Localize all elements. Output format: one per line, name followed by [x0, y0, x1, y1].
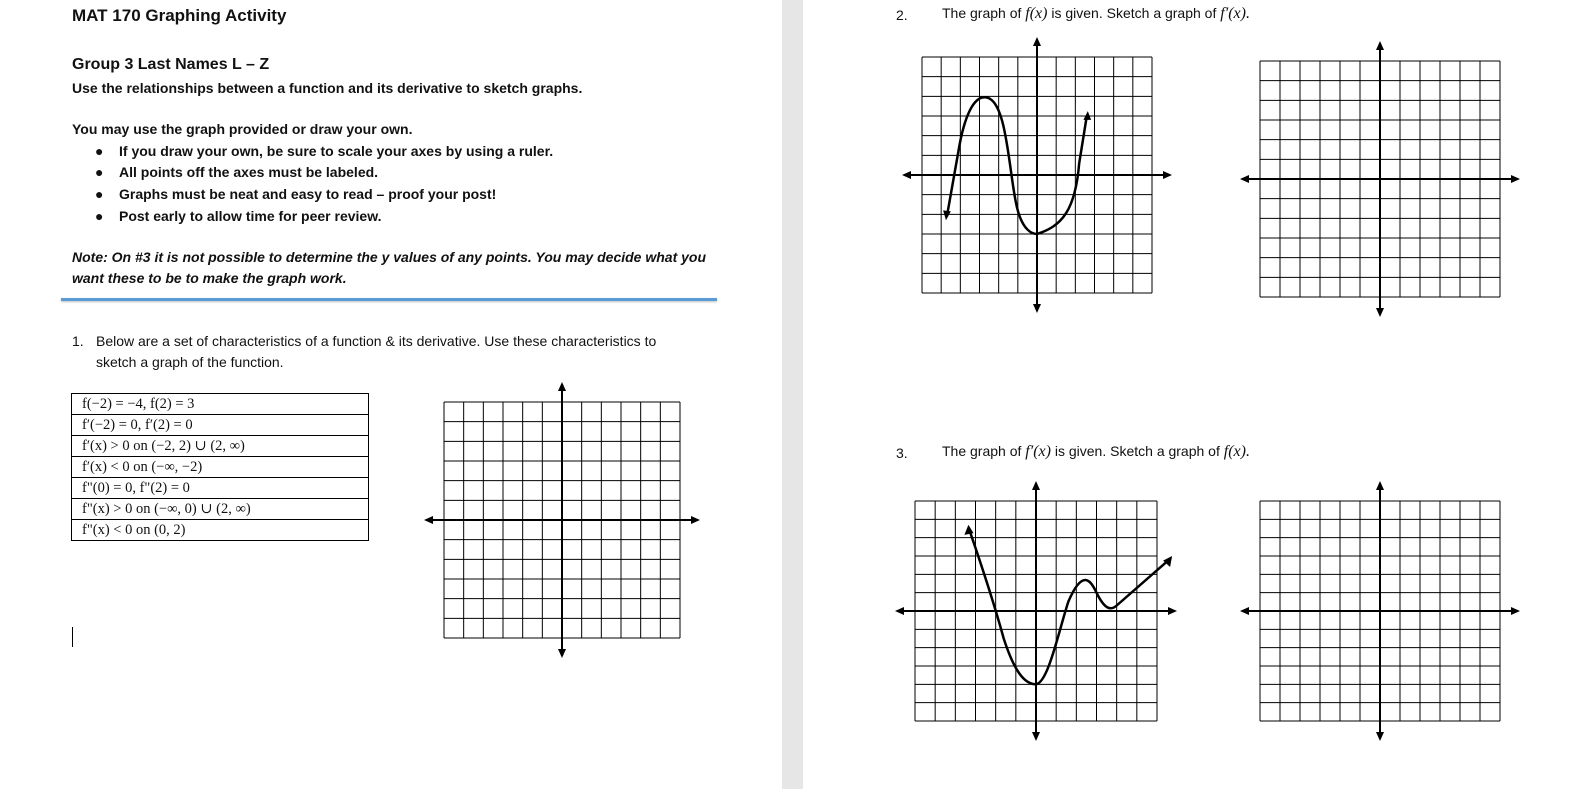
bullet-dot-icon: ● [95, 143, 104, 159]
axis-arrow-icon [902, 171, 911, 179]
problem-1-text-cont: sketch a graph of the function. [96, 354, 284, 370]
problem-2-number: 2. [896, 7, 908, 23]
table-row [72, 499, 369, 520]
axis-arrow-icon [1376, 732, 1384, 741]
curve-arrow-icon [943, 210, 951, 220]
axis-arrow-icon [1032, 481, 1040, 490]
document-page-right [803, 0, 1588, 789]
bullet-item: ● Post early to allow time for peer review. [95, 208, 382, 224]
table-row [72, 478, 369, 499]
table-row [72, 394, 369, 415]
table-cell: f′(−2) = 0, f′(2) = 0 [72, 415, 369, 436]
characteristics-table [71, 393, 369, 541]
axis-arrow-icon [558, 649, 566, 658]
section-divider [61, 298, 717, 301]
table-cell: f"(x) < 0 on (0, 2) [72, 520, 369, 541]
curve-arrow-icon [964, 525, 973, 535]
instruction-text: Use the relationships between a function and its derivative to sketch graphs. [72, 80, 583, 96]
axis-arrow-icon [1376, 308, 1384, 317]
graph-note: You may use the graph provided or draw your own. [72, 121, 413, 137]
table-cell: f′(x) < 0 on (−∞, −2) [72, 457, 369, 478]
note-line-2: want these to be to make the graph work. [72, 270, 347, 286]
bullet-item: ● If you draw your own, be sure to scale your axes by using a ruler. [95, 143, 554, 159]
table-row [72, 415, 369, 436]
document-page-left [0, 0, 782, 789]
problem-1-number: 1. [72, 333, 84, 349]
axis-arrow-icon [424, 516, 433, 524]
problem-3-number: 3. [896, 445, 908, 461]
axis-arrow-icon [1511, 175, 1520, 183]
problem-3-text: The graph of f′(x) is given. Sketch a graph of f(x). [942, 443, 1250, 460]
axis-arrow-icon [558, 382, 566, 391]
problem-3-answer-grid[interactable] [1240, 481, 1520, 741]
table-cell: f"(x) > 0 on (−∞, 0) ∪ (2, ∞) [72, 499, 369, 520]
axis-arrow-icon [1033, 304, 1041, 313]
note-line-1: Note: On #3 it is not possible to determine the y values of any points. You may decide what you [72, 249, 707, 265]
bullet-item: ● All points off the axes must be labeled. [95, 164, 379, 180]
problem-1-grid[interactable] [424, 382, 700, 658]
axis-arrow-icon [691, 516, 700, 524]
bullet-dot-icon: ● [95, 164, 104, 180]
function-curve [947, 97, 1087, 234]
bullet-dot-icon: ● [95, 208, 104, 224]
axis-arrow-icon [1240, 175, 1249, 183]
axis-arrow-icon [1168, 607, 1177, 615]
axis-arrow-icon [1240, 607, 1249, 615]
problem-3-given-graph[interactable] [895, 481, 1177, 741]
bullet-item: ● Graphs must be neat and easy to read – proof your post! [95, 186, 497, 202]
axis-arrow-icon [1376, 481, 1384, 490]
bullet-dot-icon: ● [95, 186, 104, 202]
page-gutter [782, 0, 803, 789]
table-row [72, 520, 369, 541]
problem-2-answer-grid[interactable] [1240, 41, 1520, 317]
document-title: MAT 170 Graphing Activity [72, 6, 287, 25]
problem-2-text: The graph of f(x) is given. Sketch a graph of f′(x). [942, 5, 1250, 22]
axis-arrow-icon [1376, 41, 1384, 50]
axis-arrow-icon [1033, 37, 1041, 46]
table-cell: f"(0) = 0, f"(2) = 0 [72, 478, 369, 499]
group-heading: Group 3 Last Names L – Z [72, 56, 270, 73]
problem-1-text: Below are a set of characteristics of a function & its derivative. Use these characteristics to [96, 333, 657, 349]
axis-arrow-icon [1163, 171, 1172, 179]
text-cursor [72, 627, 73, 647]
axis-arrow-icon [895, 607, 904, 615]
table-cell: f′(x) > 0 on (−2, 2) ∪ (2, ∞) [72, 436, 369, 457]
table-row [72, 436, 369, 457]
table-row [72, 457, 369, 478]
axis-arrow-icon [1511, 607, 1520, 615]
axis-arrow-icon [1032, 732, 1040, 741]
function-curve [970, 530, 1170, 684]
table-cell: f(−2) = −4, f(2) = 3 [72, 394, 369, 415]
problem-2-given-graph[interactable] [902, 37, 1172, 313]
